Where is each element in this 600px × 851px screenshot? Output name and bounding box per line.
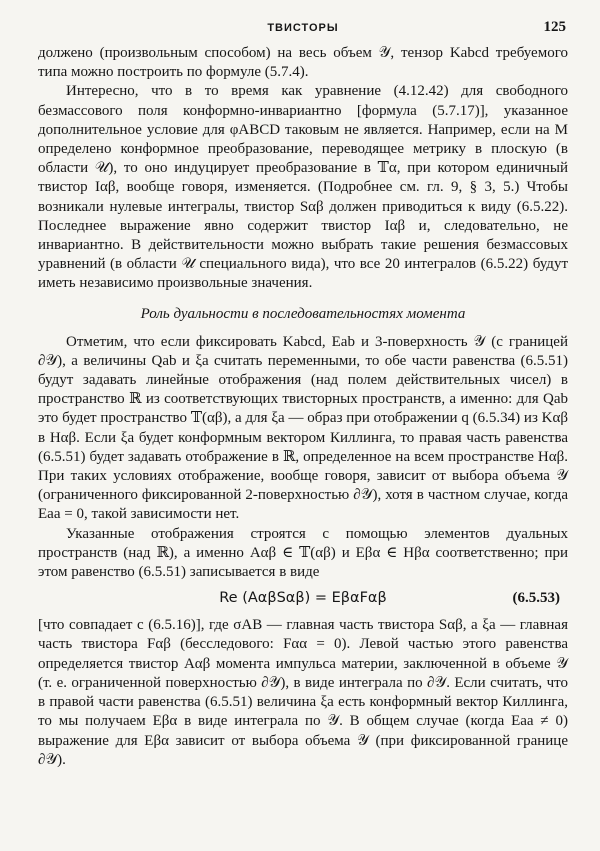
paragraph-linear-maps: Отметим, что если фиксировать Kabcd, Eab и 3-поверхность 𝒴 (с границей ∂𝒴), а величины Qab и ξa считать переменными, то обе части равенства (6.5.51) будут задавать линейные отображения (над полем действительных чисел) в пространство ℝ из соответствующих твисторных пространств, а именно: для Qab это будет пространство 𝕋(αβ), а для ξa — образ при отображении q (6.5.34) из Kαβ в Hαβ. Если ξa будет конформным вектором Киллинга, то правая часть равенства (6.5.51) будет задавать отображение в ℝ, определенное на всем пространстве Hαβ. При таких условиях отображение, вообще говоря, зависит от выбора объема 𝒴 (ограниченного фиксированной 2-поверхностью ∂𝒴), хотя в частном случае, когда Eaa = 0, такой зависимости нет.	[38, 333, 568, 523]
equation-6-5-53	[38, 582, 568, 616]
equation-number: (6.5.53)	[512, 590, 560, 607]
paragraph-continuation: должено (произвольным способом) на весь объем 𝒴, тензор Kabcd требуемого типа можно построить по формуле (5.7.4).	[38, 45, 568, 81]
section-heading: Роль дуальности в последовательностях момента	[140, 305, 466, 322]
running-head: ТВИСТОРЫ	[267, 22, 339, 34]
page-header	[38, 18, 568, 44]
paragraph-dual-spaces: Указанные отображения строятся с помощью элементов дуальных пространств (над ℝ), а именно Aαβ ∈ 𝕋(αβ) и Eβα ∈ Hβα соответственно; при этом равенство (6.5.51) записывается в виде	[38, 525, 568, 581]
paragraph-angular-momentum: [что совпадает с (6.5.16)], где σAB — главная часть твистора Sαβ, а ξa — главная часть твистора Fαβ (бесследового: Fαα = 0). Левой частью этого равенства определяется твистор Aαβ момента импульса материи, заключенной в объеме 𝒴 (т. е. ограниченной поверхностью ∂𝒴), в виде интеграла по ∂𝒴. Если считать, что в правой части равенства (6.5.51) величина ξa есть конформный вектор Киллинга, то мы получаем Eβα в виде интеграла по 𝒴. В общем случае (когда Eaa ≠ 0) выражение для Eβα зависит от выбора объема 𝒴 (при фиксированной границе ∂𝒴).	[38, 617, 568, 768]
paragraph-conformal-invariance: Интересно, что в то время как уравнение (4.12.42) для свободного безмассового поля конформно-инвариантно [формула (5.7.17)], указанное дополнительное условие для φABCD таковым не является. Например, если на M определено конформное преобразование, переводящее метрику в плоскую (в области 𝒰), то оно индуцирует преобразование в 𝕋α, при котором единичный твистор Iαβ, вообще говоря, изменяется. (Подробнее см. гл. 9, § 3, 5.) Чтобы возникали нулевые интегралы, твистор Sαβ должен приводиться к виду (6.5.22). Последнее выражение явно содержит твистор Iαβ и, следовательно, не инвариантно. В действительности можно выбрать такие решения безмассовых уравнений (в области 𝒰 специального вида), что все 20 интегралов (6.5.22) будут иметь независимо произвольные значения.	[38, 83, 568, 292]
page-number: 125	[543, 19, 566, 35]
equation-formula: Re (AαβSαβ) = EβαFαβ	[219, 590, 387, 607]
book-page	[38, 18, 568, 836]
